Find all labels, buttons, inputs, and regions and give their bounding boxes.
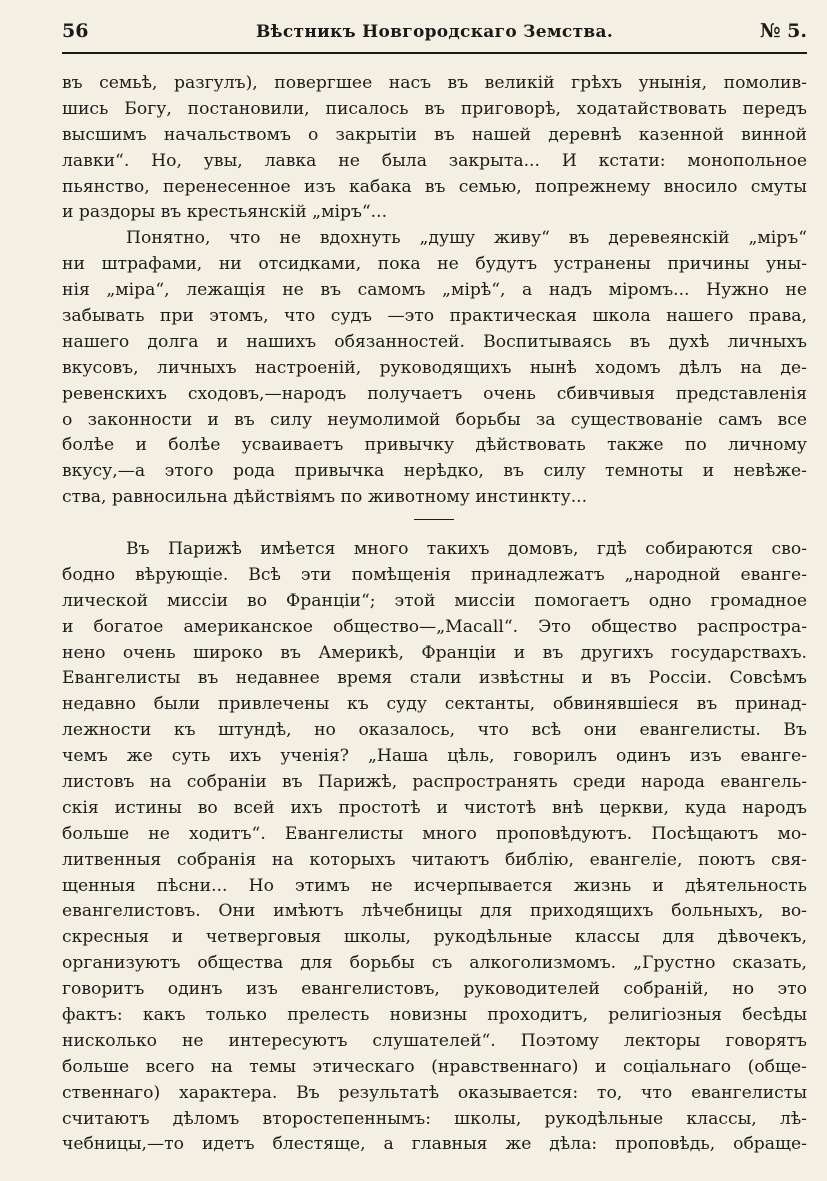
text-line: ни штрафами, ни отсидками, пока не будутъ устранены причины уны-: [62, 254, 807, 275]
header-rule: [62, 52, 807, 54]
text-line: о законности и въ силу неумолимой борьбы за существованіе самъ все: [62, 409, 807, 430]
section-divider: [414, 519, 454, 520]
text-line: ства, равносильна дѣйствіямъ по животному инстинкту...: [62, 487, 588, 508]
text-line: пьянство, перенесенное изъ кабака въ семью, попрежнему вносило смуты: [62, 176, 807, 197]
text-line: лежности къ штундѣ, но оказалось, что всѣ они евангелисты. Въ: [62, 720, 807, 741]
text-line: Евангелисты въ недавнее время стали извѣстны и въ Россіи. Совсѣмъ: [62, 668, 807, 689]
text-line: нашего долга и нашихъ обязанностей. Воспитываясь въ духѣ личныхъ: [62, 331, 807, 352]
text-line: и раздоры въ крестьянскій „міръ“...: [62, 202, 388, 223]
text-line: нія „міра“, лежащія не въ самомъ „мірѣ“, а надъ міромъ... Нужно не: [62, 280, 807, 301]
text-line: фактъ: какъ только прелесть новизны проходитъ, религіозныя бесѣды: [62, 1005, 807, 1026]
text-line: Въ Парижѣ имѣется много такихъ домовъ, гдѣ собираются сво-: [126, 539, 807, 559]
text-line: чебницы,—то идетъ блестяще, а главныя же дѣла: проповѣдь, обраще-: [62, 1134, 807, 1155]
text-line: нисколько не интересуютъ слушателей“. Поэтому лекторы говорятъ: [62, 1030, 807, 1051]
text-line: больше не ходитъ“. Евангелисты много проповѣдуютъ. Посѣщаютъ мо-: [62, 823, 807, 844]
text-line: вкусовъ, личныхъ настроеній, руководящихъ нынѣ ходомъ дѣлъ на де-: [62, 357, 807, 378]
text-line: скія истины во всей ихъ простотѣ и чистотѣ внѣ церкви, куда народъ: [62, 797, 807, 818]
issue-number: № 5.: [759, 20, 807, 42]
text-line: лавки“. Но, увы, лавка не была закрыта... И кстати: монопольное: [62, 150, 807, 171]
text-line: чемъ же суть ихъ ученія? „Наша цѣль, говорилъ одинъ изъ еванге-: [62, 746, 807, 767]
text-line: листовъ на собраніи въ Парижѣ, распространять среди народа евангель-: [62, 772, 807, 793]
text-line: Понятно, что не вдохнуть „душу живу“ въ деревеянскій „міръ“: [126, 228, 807, 249]
text-section-2: [62, 537, 807, 1158]
text-line: недавно были привлечены къ суду сектанты, обвинявшіеся въ принад-: [62, 694, 807, 715]
text-line: шись Богу, постановили, писалось въ приговорѣ, ходатайствовать передъ: [62, 98, 807, 119]
text-line: въ семьѣ, разгулъ), повергшее насъ въ великій грѣхъ унынія, помолив-: [62, 73, 807, 93]
text-line: ственнаго) характера. Въ результатѣ оказывается: то, что евангелисты: [62, 1082, 807, 1103]
text-line: щенныя пѣсни... Но этимъ не исчерпывается жизнь и дѣятельность: [62, 875, 807, 896]
text-line: забывать при этомъ, что судъ —это практическая школа нашего права,: [62, 306, 807, 327]
text-line: считаютъ дѣломъ второстепеннымъ: школы, рукодѣльные классы, лѣ-: [62, 1108, 807, 1129]
running-title: Вѣстникъ Новгородскаго Земства.: [255, 22, 614, 42]
text-line: организуютъ общества для борьбы съ алкоголизмомъ. „Грустно сказать,: [62, 953, 807, 974]
text-line: говоритъ одинъ изъ евангелистовъ, руководителей собраній, но это: [62, 979, 807, 1000]
text-line: бодно вѣрующіе. Всѣ эти помѣщенія принадлежатъ „народной еванге-: [62, 564, 807, 585]
text-line: и богатое американское общество—„Macall“. Это общество распростра-: [62, 616, 807, 637]
text-line: литвенныя собранія на которыхъ читаютъ библію, евангеліе, поютъ свя-: [62, 849, 807, 870]
page-number: 56: [62, 20, 89, 42]
text-line: евангелистовъ. Они имѣютъ лѣчебницы для приходящихъ больныхъ, во-: [62, 901, 807, 922]
text-line: вкусу,—а этого рода привычка нерѣдко, въ силу темноты и невѣже-: [62, 461, 807, 482]
text-section-1: [62, 71, 807, 511]
text-line: болѣе и болѣе усваиваетъ привычку дѣйствовать также по личному: [62, 435, 807, 456]
text-line: ревенскихъ сходовъ,—народъ получаетъ очень сбивчивыя представленія: [62, 383, 807, 404]
text-line: больше всего на темы этическаго (нравственнаго) и соціальнаго (обще-: [62, 1056, 807, 1077]
text-line: высшимъ начальствомъ о закрытіи въ нашей деревнѣ казенной винной: [62, 124, 807, 145]
text-line: лической миссіи во Франціи“; этой миссіи помогаетъ одно громадное: [62, 590, 807, 611]
text-line: скресныя и четверговыя школы, рукодѣльные классы для дѣвочекъ,: [62, 927, 807, 948]
page-header: [62, 20, 807, 48]
text-line: нено очень широко въ Америкѣ, Франціи и въ другихъ государствахъ.: [62, 642, 807, 663]
